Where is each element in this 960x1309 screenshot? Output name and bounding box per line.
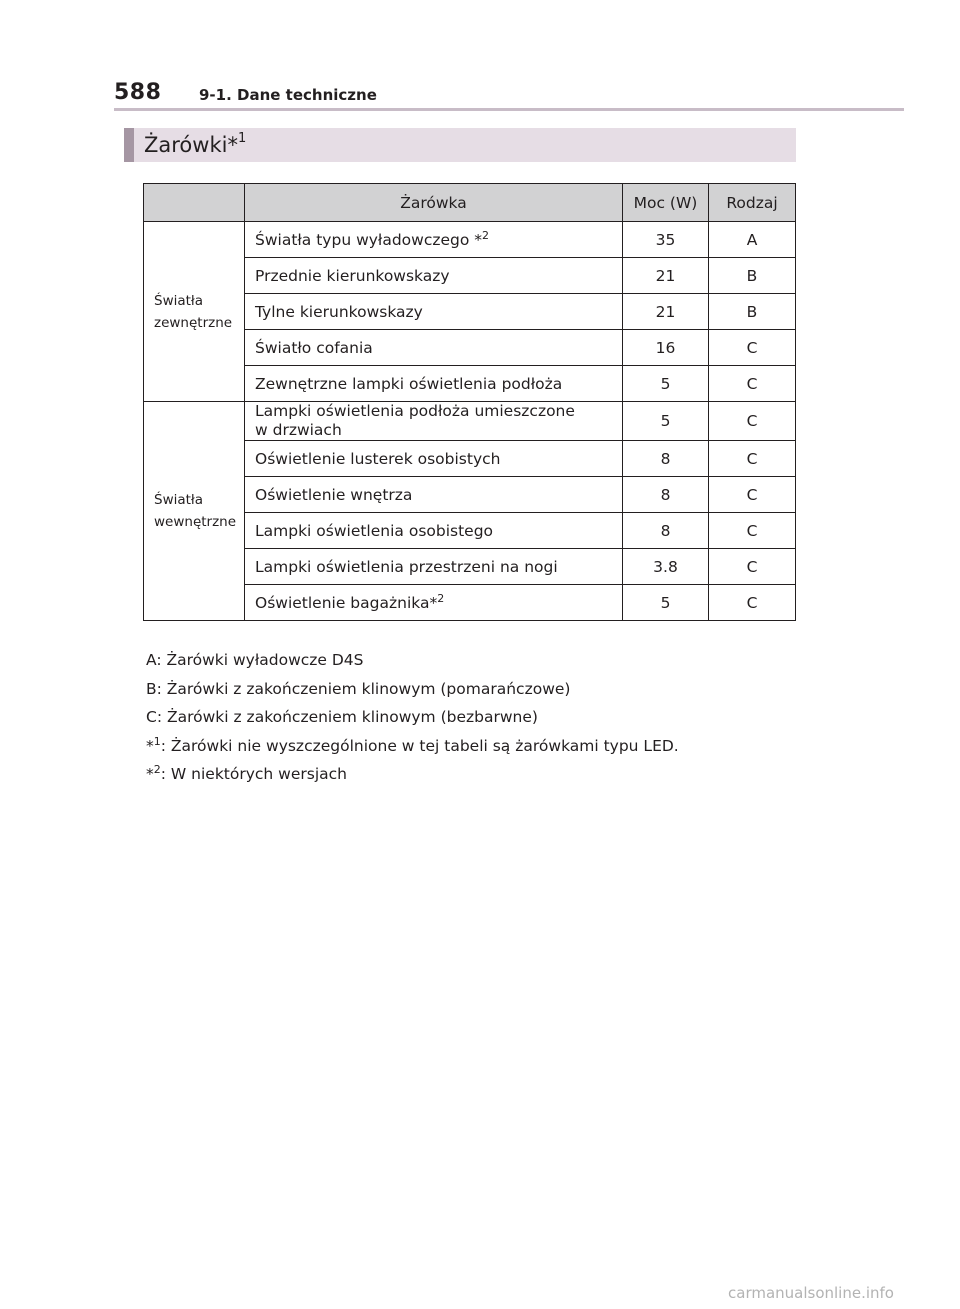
- bulb-power: 5: [623, 585, 709, 621]
- bulb-power: 21: [623, 294, 709, 330]
- bulb-type: C: [709, 330, 796, 366]
- page-number: 588: [114, 80, 162, 105]
- legend-note-c: C: Żarówki z zakończeniem klinowym (bezbarwne): [146, 708, 538, 726]
- group-label-interior: Światła wewnętrzne: [144, 402, 245, 621]
- bulb-name: Światło cofania: [245, 330, 623, 366]
- bulb-table: [143, 183, 796, 621]
- page-header: [114, 78, 904, 110]
- header-divider: [114, 108, 904, 111]
- bulb-name: Zewnętrzne lampki oświetlenia podłoża: [245, 366, 623, 402]
- bulb-type: C: [709, 585, 796, 621]
- footnote-1: *$^1$: Żarówki nie wyszczególnione w tej tabeli są żarówkami typu LED.: [146, 734, 679, 755]
- section-accent-stripe: [124, 128, 134, 162]
- bulb-type: B: [709, 258, 796, 294]
- bulb-power: 16: [623, 330, 709, 366]
- bulb-name: Światła typu wyładowczego *$^2$: [245, 222, 623, 258]
- bulb-name: Oświetlenie lusterek osobistych: [245, 441, 623, 477]
- bulb-type: C: [709, 366, 796, 402]
- bulb-power: 8: [623, 513, 709, 549]
- header-cell-power: Moc (W): [623, 184, 709, 222]
- bulb-type: C: [709, 477, 796, 513]
- bulb-name: Tylne kierunkowskazy: [245, 294, 623, 330]
- header-cell-group: [144, 184, 245, 222]
- bulb-type: C: [709, 549, 796, 585]
- section-heading-bar: [124, 128, 796, 162]
- bulb-type: C: [709, 441, 796, 477]
- header-cell-bulb: Żarówka: [245, 184, 623, 222]
- bulb-type: A: [709, 222, 796, 258]
- legend-note-a: A: Żarówki wyładowcze D4S: [146, 651, 364, 669]
- group-label-exterior: Światła zewnętrzne: [144, 222, 245, 402]
- bulb-name: Przednie kierunkowskazy: [245, 258, 623, 294]
- chapter-title: 9-1. Dane techniczne: [199, 86, 377, 104]
- table-header-row: [144, 184, 796, 222]
- header-cell-type: Rodzaj: [709, 184, 796, 222]
- bulb-name: Lampki oświetlenia przestrzeni na nogi: [245, 549, 623, 585]
- legend-note-b: B: Żarówki z zakończeniem klinowym (pomarańczowe): [146, 679, 571, 698]
- footnote-2: *$^2$: W niektórych wersjach: [146, 763, 347, 783]
- bulb-name: Oświetlenie bagażnika*$^2$: [245, 585, 623, 621]
- bulb-type: C: [709, 513, 796, 549]
- footnotes: [146, 648, 846, 791]
- bulb-power: 35: [623, 222, 709, 258]
- bulb-power: 21: [623, 258, 709, 294]
- bulb-name: Oświetlenie wnętrza: [245, 477, 623, 513]
- section-title: Żarówki*$^1$: [144, 131, 247, 157]
- bulb-power: 8: [623, 477, 709, 513]
- table-row: [144, 222, 796, 258]
- bulb-power: 8: [623, 441, 709, 477]
- bulb-name: Lampki oświetlenia osobistego: [245, 513, 623, 549]
- bulb-name: Lampki oświetlenia podłoża umieszczone w drzwiach: [245, 402, 623, 441]
- bulb-power: 5: [623, 402, 709, 441]
- table-row: [144, 402, 796, 441]
- bulb-type: C: [709, 402, 796, 441]
- bulb-type: B: [709, 294, 796, 330]
- watermark: carmanualsonline.info: [728, 1284, 894, 1302]
- bulb-power: 5: [623, 366, 709, 402]
- bulb-power: 3.8: [623, 549, 709, 585]
